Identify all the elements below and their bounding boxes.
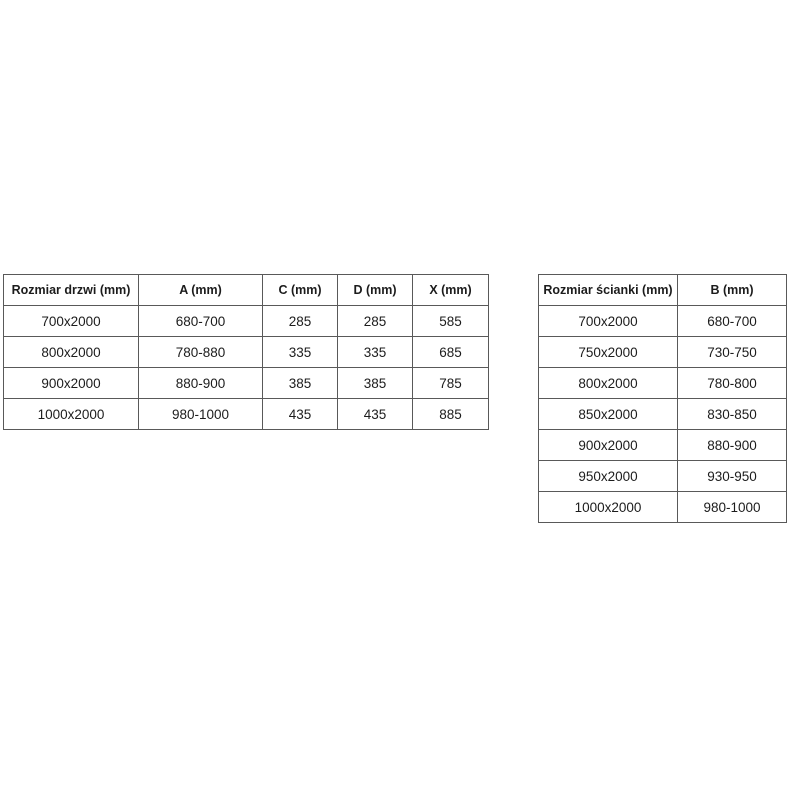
table-cell: 980-1000	[139, 399, 263, 430]
table-row	[539, 430, 787, 461]
table-cell: 285	[263, 306, 338, 337]
table-row	[539, 399, 787, 430]
table-row	[539, 306, 787, 337]
table-cell: 950x2000	[539, 461, 678, 492]
table-cell: 700x2000	[539, 306, 678, 337]
table-row	[4, 337, 489, 368]
table-cell: 780-800	[678, 368, 787, 399]
column-header: B (mm)	[678, 275, 787, 306]
table-cell: 335	[338, 337, 413, 368]
table-cell: 1000x2000	[539, 492, 678, 523]
table-row	[539, 461, 787, 492]
table-cell: 385	[263, 368, 338, 399]
table-cell: 785	[413, 368, 489, 399]
table-cell: 285	[338, 306, 413, 337]
table-row	[4, 368, 489, 399]
table-row	[539, 492, 787, 523]
table-cell: 900x2000	[4, 368, 139, 399]
table-cell: 680-700	[139, 306, 263, 337]
table-cell: 800x2000	[4, 337, 139, 368]
table-cell: 750x2000	[539, 337, 678, 368]
column-header: D (mm)	[338, 275, 413, 306]
table-cell: 980-1000	[678, 492, 787, 523]
header-row	[539, 275, 787, 306]
table-cell: 685	[413, 337, 489, 368]
door-size-table	[3, 274, 489, 430]
wall-size-table	[538, 274, 787, 523]
table-cell: 885	[413, 399, 489, 430]
column-header: Rozmiar drzwi (mm)	[4, 275, 139, 306]
table-cell: 930-950	[678, 461, 787, 492]
table-row	[539, 337, 787, 368]
table-cell: 435	[338, 399, 413, 430]
column-header: Rozmiar ścianki (mm)	[539, 275, 678, 306]
table-cell: 880-900	[678, 430, 787, 461]
column-header: X (mm)	[413, 275, 489, 306]
table-cell: 900x2000	[539, 430, 678, 461]
table-cell: 680-700	[678, 306, 787, 337]
table-row	[4, 399, 489, 430]
table-cell: 830-850	[678, 399, 787, 430]
table-cell: 780-880	[139, 337, 263, 368]
column-header: C (mm)	[263, 275, 338, 306]
table-cell: 585	[413, 306, 489, 337]
table-cell: 385	[338, 368, 413, 399]
table-row	[4, 306, 489, 337]
table-cell: 850x2000	[539, 399, 678, 430]
table-cell: 730-750	[678, 337, 787, 368]
column-header: A (mm)	[139, 275, 263, 306]
header-row	[4, 275, 489, 306]
table-cell: 1000x2000	[4, 399, 139, 430]
table-row	[539, 368, 787, 399]
table-cell: 800x2000	[539, 368, 678, 399]
table-cell: 880-900	[139, 368, 263, 399]
table-cell: 700x2000	[4, 306, 139, 337]
table-cell: 335	[263, 337, 338, 368]
table-cell: 435	[263, 399, 338, 430]
